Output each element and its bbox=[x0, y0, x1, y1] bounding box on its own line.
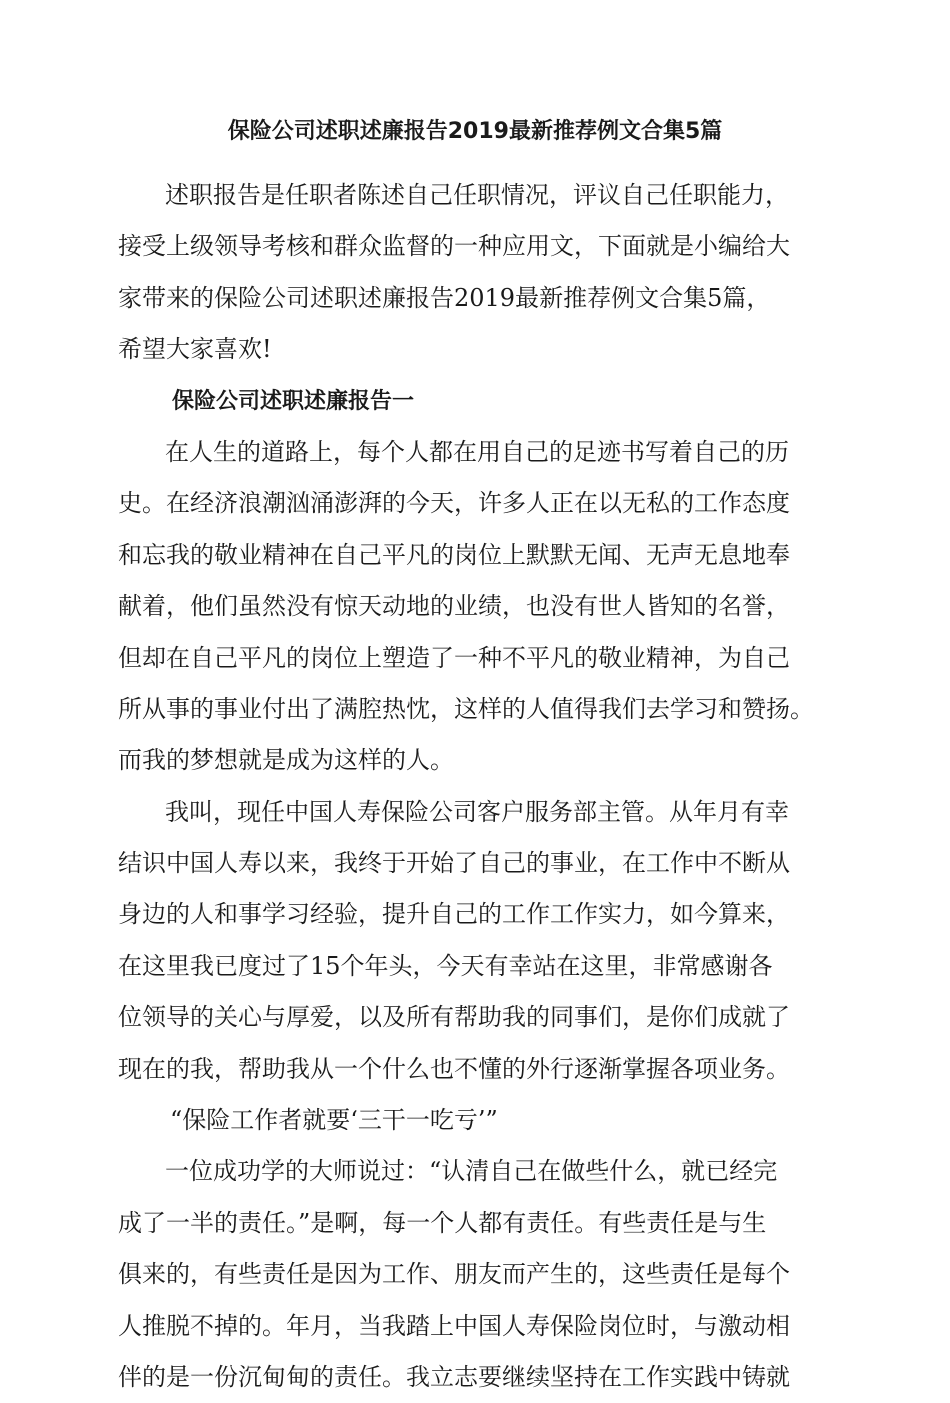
body-line: 但却在自己平凡的岗位上塑造了一种不平凡的敬业精神，为自己 bbox=[118, 643, 790, 672]
body-line: 接受上级领导考核和群众监督的一种应用文，下面就是小编给大 bbox=[118, 232, 790, 261]
body-line: 现在的我，帮助我从一个什么也不懂的外行逐渐掌握各项业务。 bbox=[118, 1054, 790, 1083]
body-line: 伴的是一份沉甸甸的责任。我立志要继续坚持在工作实践中铸就 bbox=[118, 1362, 790, 1391]
body-line: 我叫，现任中国人寿保险公司客户服务部主管。从年月有幸 bbox=[165, 797, 789, 826]
body-line: 人推脱不掉的。年月，当我踏上中国人寿保险岗位时，与激动相 bbox=[118, 1311, 790, 1340]
body-line: 结识中国人寿以来，我终于开始了自己的事业，在工作中不断从 bbox=[118, 849, 790, 878]
body-line: 俱来的，有些责任是因为工作、朋友而产生的，这些责任是每个 bbox=[118, 1260, 790, 1289]
body-line: 希望大家喜欢! bbox=[118, 335, 272, 364]
body-line: 成了一半的责任。”是啊，每一个人都有责任。有些责任是与生 bbox=[118, 1208, 767, 1237]
body-line: 家带来的保险公司述职述廉报告2019最新推荐例文合集5篇， bbox=[118, 283, 771, 312]
section-heading: 保险公司述职述廉报告一 bbox=[172, 388, 415, 414]
body-line: 而我的梦想就是成为这样的人。 bbox=[118, 746, 454, 775]
body-line: 述职报告是任职者陈述自己任职情况，评议自己任职能力， bbox=[165, 181, 789, 209]
body-line: 在这里我已度过了15个年头，今天有幸站在这里，非常感谢各 bbox=[118, 951, 773, 980]
document-body bbox=[118, 170, 858, 1403]
body-line: 和忘我的敬业精神在自己平凡的岗位上默默无闻、无声无息地奉 bbox=[118, 540, 790, 569]
body-line: 所从事的事业付出了满腔热忱，这样的人值得我们去学习和赞扬。 bbox=[118, 694, 814, 723]
quote-line: “保险工作者就要‘三干一吃亏’” bbox=[170, 1106, 498, 1135]
document-title: 保险公司述职述廉报告2019最新推荐例文合集5篇 bbox=[227, 119, 723, 144]
body-line: 身边的人和事学习经验，提升自己的工作工作实力，如今算来， bbox=[118, 900, 790, 929]
body-line: 史。在经济浪潮汹涌澎湃的今天，许多人正在以无私的工作态度 bbox=[118, 489, 790, 518]
body-line: 献着，他们虽然没有惊天动地的业绩，也没有世人皆知的名誉， bbox=[118, 592, 790, 621]
body-line: 位领导的关心与厚爱，以及所有帮助我的同事们，是你们成就了 bbox=[118, 1003, 790, 1032]
body-line: 一位成功学的大师说过：“认清自己在做些什么，就已经完 bbox=[165, 1157, 778, 1186]
body-line: 在人生的道路上，每个人都在用自己的足迹书写着自己的历 bbox=[165, 437, 789, 466]
